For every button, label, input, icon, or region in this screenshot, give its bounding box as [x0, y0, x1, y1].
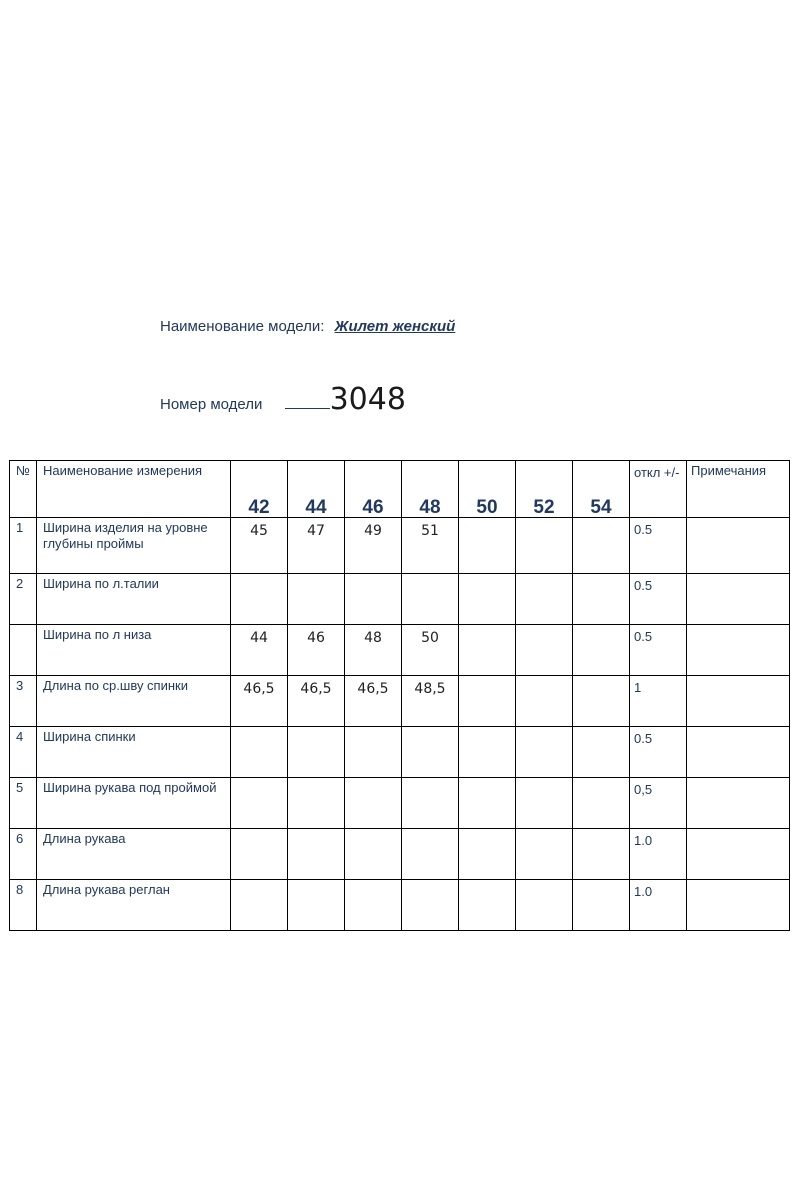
row-size-value: [288, 778, 345, 829]
row-size-value: [459, 676, 516, 727]
row-size-value: 46: [288, 625, 345, 676]
row-size-value: [516, 676, 573, 727]
row-size-value: [459, 880, 516, 931]
row-size-value: [516, 829, 573, 880]
col-header-size: 42: [231, 461, 288, 518]
row-number: 3: [10, 676, 37, 727]
col-header-size: 54: [573, 461, 630, 518]
model-name-line: [160, 318, 455, 335]
row-size-value: 48: [345, 625, 402, 676]
row-size-value: [573, 880, 630, 931]
row-size-value: [516, 518, 573, 574]
row-size-value: [345, 727, 402, 778]
row-number: [10, 625, 37, 676]
row-number: 8: [10, 880, 37, 931]
row-deviation: 0,5: [630, 778, 687, 829]
table-row: [10, 518, 790, 574]
table-row: [10, 574, 790, 625]
col-header-deviation: откл +/-: [630, 461, 687, 518]
table-row: [10, 778, 790, 829]
row-size-value: [231, 829, 288, 880]
row-size-value: [516, 574, 573, 625]
row-size-value: [459, 727, 516, 778]
row-deviation: 1.0: [630, 880, 687, 931]
model-number-underline: [285, 396, 330, 409]
row-size-value: [345, 574, 402, 625]
table-row: [10, 625, 790, 676]
row-number: 6: [10, 829, 37, 880]
row-size-value: [231, 778, 288, 829]
row-size-value: [459, 574, 516, 625]
row-measurement-name: Длина рукава: [37, 829, 231, 880]
row-note: [687, 727, 790, 778]
row-size-value: [402, 778, 459, 829]
row-size-value: [459, 778, 516, 829]
model-number-line: [160, 382, 406, 417]
row-size-value: [573, 625, 630, 676]
row-size-value: [573, 518, 630, 574]
row-measurement-name: Длина по ср.шву спинки: [37, 676, 231, 727]
col-header-size: 50: [459, 461, 516, 518]
row-size-value: [402, 574, 459, 625]
row-measurement-name: Ширина изделия на уровне глубины проймы: [37, 518, 231, 574]
row-size-value: [402, 829, 459, 880]
row-size-value: 46,5: [231, 676, 288, 727]
row-size-value: [573, 574, 630, 625]
row-deviation: 0.5: [630, 574, 687, 625]
row-size-value: [231, 727, 288, 778]
row-size-value: [231, 880, 288, 931]
row-note: [687, 676, 790, 727]
row-size-value: [402, 880, 459, 931]
col-header-name: Наименование измерения: [37, 461, 231, 518]
row-size-value: [459, 829, 516, 880]
row-size-value: 44: [231, 625, 288, 676]
row-measurement-name: Ширина спинки: [37, 727, 231, 778]
row-deviation: 0.5: [630, 625, 687, 676]
col-header-no: №: [10, 461, 37, 518]
row-number: 2: [10, 574, 37, 625]
row-note: [687, 880, 790, 931]
row-size-value: [345, 880, 402, 931]
row-size-value: [573, 829, 630, 880]
model-number-label: Номер модели: [160, 396, 263, 413]
row-size-value: [573, 778, 630, 829]
model-name-value: Жилет женский: [334, 318, 456, 335]
row-deviation: 1: [630, 676, 687, 727]
row-size-value: [402, 727, 459, 778]
row-size-value: 45: [231, 518, 288, 574]
row-size-value: [288, 574, 345, 625]
row-note: [687, 518, 790, 574]
row-size-value: [459, 518, 516, 574]
row-size-value: [459, 625, 516, 676]
model-name-label: Наименование модели:: [160, 318, 325, 335]
model-number-value: 3048: [329, 382, 406, 417]
row-measurement-name: Длина рукава реглан: [37, 880, 231, 931]
table-row: [10, 676, 790, 727]
row-size-value: [516, 880, 573, 931]
row-note: [687, 574, 790, 625]
row-deviation: 1.0: [630, 829, 687, 880]
row-note: [687, 625, 790, 676]
table-header-row: [10, 461, 790, 518]
col-header-size: 48: [402, 461, 459, 518]
row-measurement-name: Ширина рукава под проймой: [37, 778, 231, 829]
row-size-value: [573, 727, 630, 778]
row-size-value: 49: [345, 518, 402, 574]
table-row: [10, 880, 790, 931]
row-note: [687, 778, 790, 829]
row-note: [687, 829, 790, 880]
col-header-size: 52: [516, 461, 573, 518]
row-size-value: 50: [402, 625, 459, 676]
row-size-value: [288, 829, 345, 880]
row-size-value: [345, 829, 402, 880]
row-size-value: [288, 727, 345, 778]
row-size-value: [573, 676, 630, 727]
row-size-value: [288, 880, 345, 931]
table-row: [10, 727, 790, 778]
row-size-value: [516, 727, 573, 778]
row-size-value: 46,5: [345, 676, 402, 727]
col-header-notes: Примечания: [687, 461, 790, 518]
col-header-size: 44: [288, 461, 345, 518]
row-deviation: 0.5: [630, 727, 687, 778]
row-size-value: 46,5: [288, 676, 345, 727]
row-measurement-name: Ширина по л низа: [37, 625, 231, 676]
row-deviation: 0.5: [630, 518, 687, 574]
row-size-value: [345, 778, 402, 829]
row-size-value: [516, 778, 573, 829]
row-size-value: 51: [402, 518, 459, 574]
table-row: [10, 829, 790, 880]
row-size-value: [516, 625, 573, 676]
row-number: 4: [10, 727, 37, 778]
row-size-value: [231, 574, 288, 625]
row-size-value: 48,5: [402, 676, 459, 727]
row-measurement-name: Ширина по л.талии: [37, 574, 231, 625]
row-size-value: 47: [288, 518, 345, 574]
row-number: 5: [10, 778, 37, 829]
row-number: 1: [10, 518, 37, 574]
col-header-size: 46: [345, 461, 402, 518]
measurements-table: [9, 460, 790, 931]
